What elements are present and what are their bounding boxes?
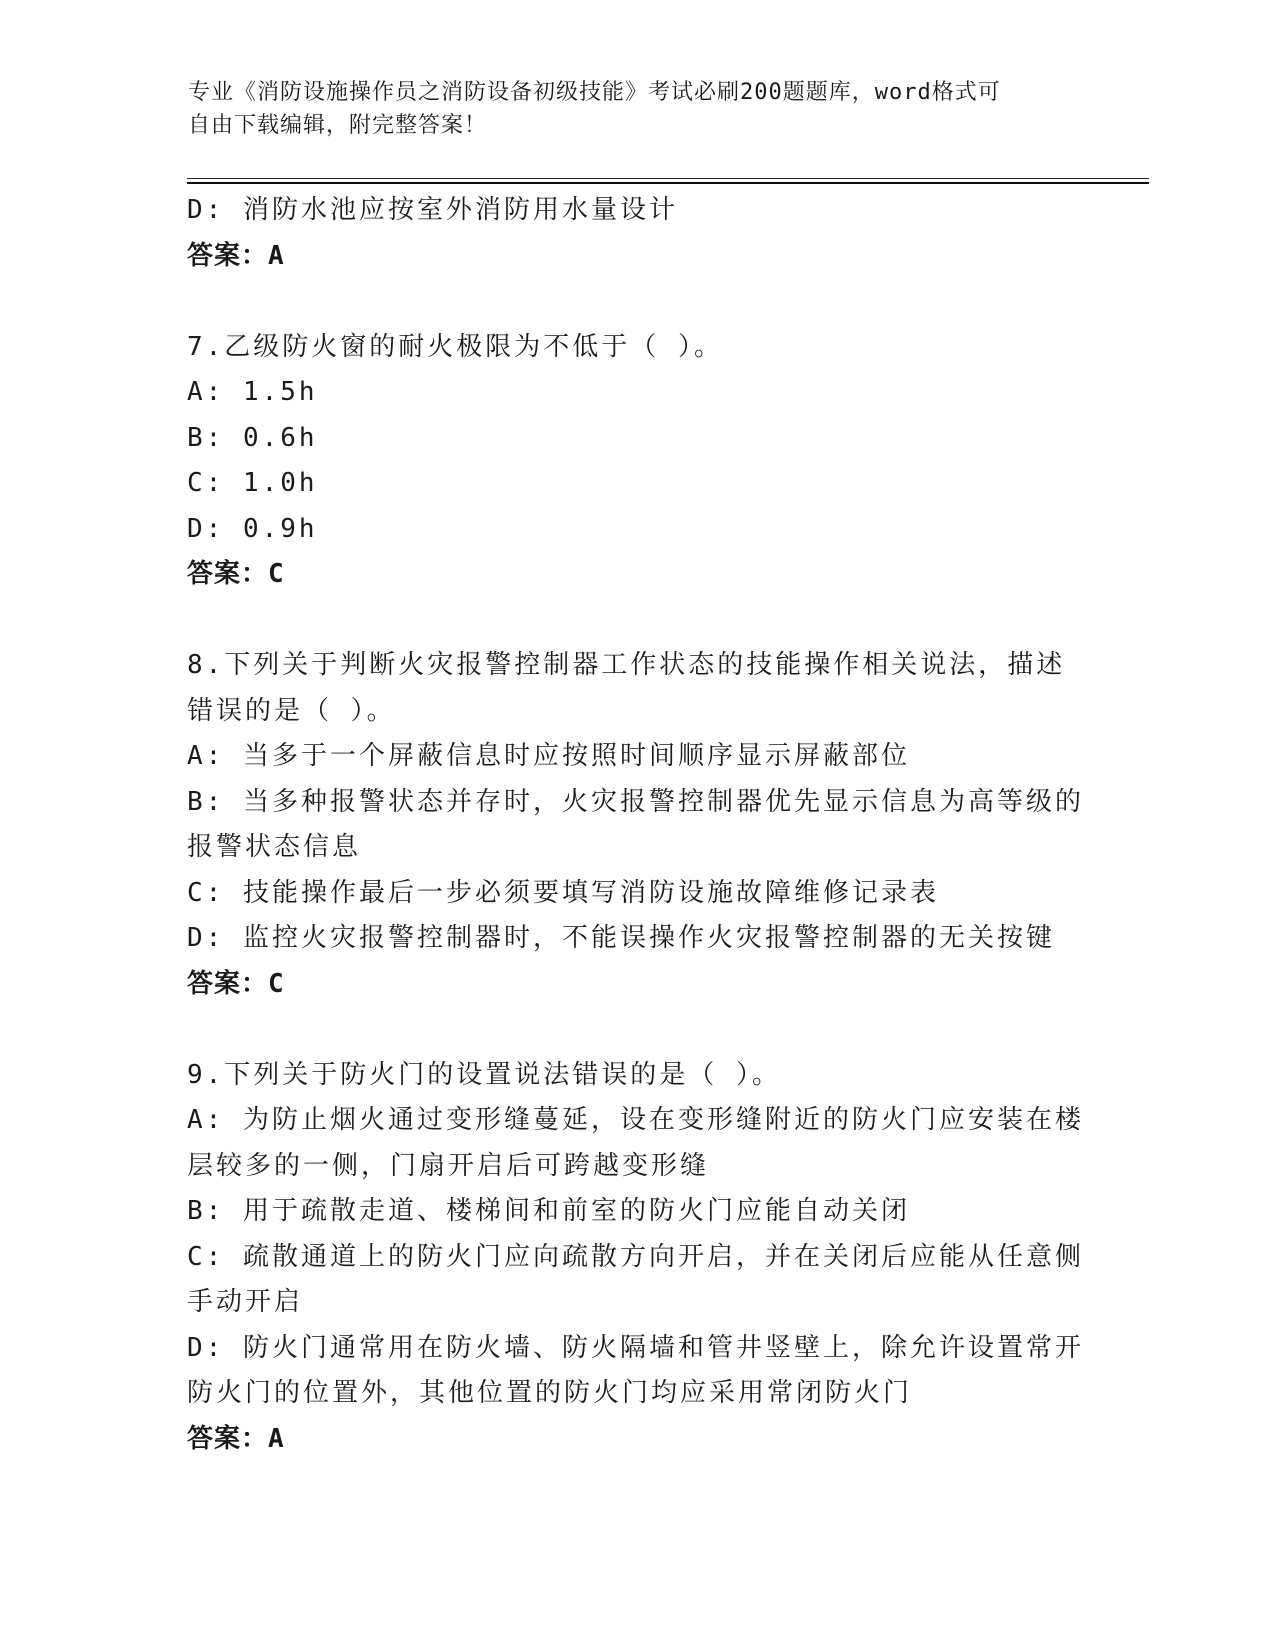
answer-line bbox=[187, 962, 1087, 1008]
spacer bbox=[187, 279, 1087, 325]
answer-value: A bbox=[268, 1423, 285, 1454]
option-a: A: 为防止烟火通过变形缝蔓延，设在变形缝附近的防火门应安装在楼 bbox=[187, 1105, 1084, 1135]
answer-line bbox=[187, 552, 1087, 598]
answer-label: 答案： bbox=[187, 240, 269, 271]
option-d: D: 防火门通常用在防火墙、防火隔墙和管井竖壁上，除允许设置常开 bbox=[187, 1332, 1084, 1363]
header-line-2: 自由下载编辑，附完整答案！ bbox=[188, 113, 488, 138]
option-b: B: 当多种报警状态并存时，火灾报警控制器优先显示信息为高等级的 bbox=[187, 786, 1084, 817]
option-d: D: 监控火灾报警控制器时，不能误操作火灾报警控制器的无关按键 bbox=[187, 923, 1055, 953]
answer-line bbox=[187, 1417, 1087, 1463]
option-b: B: 用于疏散走道、楼梯间和前室的防火门应能自动关闭 bbox=[187, 1196, 910, 1226]
question-stem: 7.乙级防火窗的耐火极限为不低于（ ）。 bbox=[187, 331, 723, 362]
answer-label: 答案： bbox=[187, 1423, 269, 1454]
answer-label: 答案： bbox=[187, 968, 269, 999]
header-line-1: 专业《消防设施操作员之消防设备初级技能》考试必刷200题题库，word格式可 bbox=[188, 80, 1001, 105]
question-stem: 8.下列关于判断火灾报警控制器工作状态的技能操作相关说法，描述 bbox=[187, 650, 1066, 680]
option-d-continued: 防火门的位置外，其他位置的防火门均应采用常闭防火门 bbox=[187, 1378, 913, 1408]
option-c: C: 疏散通道上的防火门应向疏散方向开启，并在关闭后应能从任意侧 bbox=[187, 1241, 1084, 1272]
question-content bbox=[187, 188, 1087, 1462]
question-stem-continued: 错误的是（ ）。 bbox=[187, 695, 396, 726]
option-a: A: 当多于一个屏蔽信息时应按照时间顺序显示屏蔽部位 bbox=[187, 741, 910, 771]
option-b: B: 0.6h bbox=[187, 422, 318, 453]
header-divider-thin bbox=[187, 178, 1149, 179]
answer-value: A bbox=[268, 240, 285, 271]
spacer bbox=[187, 1007, 1087, 1053]
answer-label: 答案： bbox=[187, 559, 269, 589]
answer-value: C bbox=[268, 968, 285, 999]
option-c-continued: 手动开启 bbox=[187, 1287, 304, 1317]
question-stem: 9.下列关于防火门的设置说法错误的是（ ）。 bbox=[187, 1059, 781, 1090]
answer-value: C bbox=[268, 559, 285, 589]
question-9 bbox=[187, 1053, 1087, 1463]
option-d: D: 消防水池应按室外消防用水量设计 bbox=[187, 195, 678, 225]
option-a: A: 1.5h bbox=[187, 377, 318, 407]
document-header bbox=[188, 76, 1068, 142]
option-a-continued: 层较多的一侧，门扇开启后可跨越变形缝 bbox=[187, 1150, 710, 1181]
option-b-continued: 报警状态信息 bbox=[187, 832, 362, 862]
option-d: D: 0.9h bbox=[187, 513, 318, 544]
spacer bbox=[187, 598, 1087, 644]
option-c: C: 技能操作最后一步必须要填写消防设施故障维修记录表 bbox=[187, 877, 939, 908]
previous-question-tail bbox=[187, 188, 1087, 279]
question-8 bbox=[187, 643, 1087, 1007]
option-c: C: 1.0h bbox=[187, 468, 318, 498]
header-divider-thick bbox=[187, 182, 1149, 184]
answer-line bbox=[187, 234, 1087, 280]
question-7 bbox=[187, 325, 1087, 598]
